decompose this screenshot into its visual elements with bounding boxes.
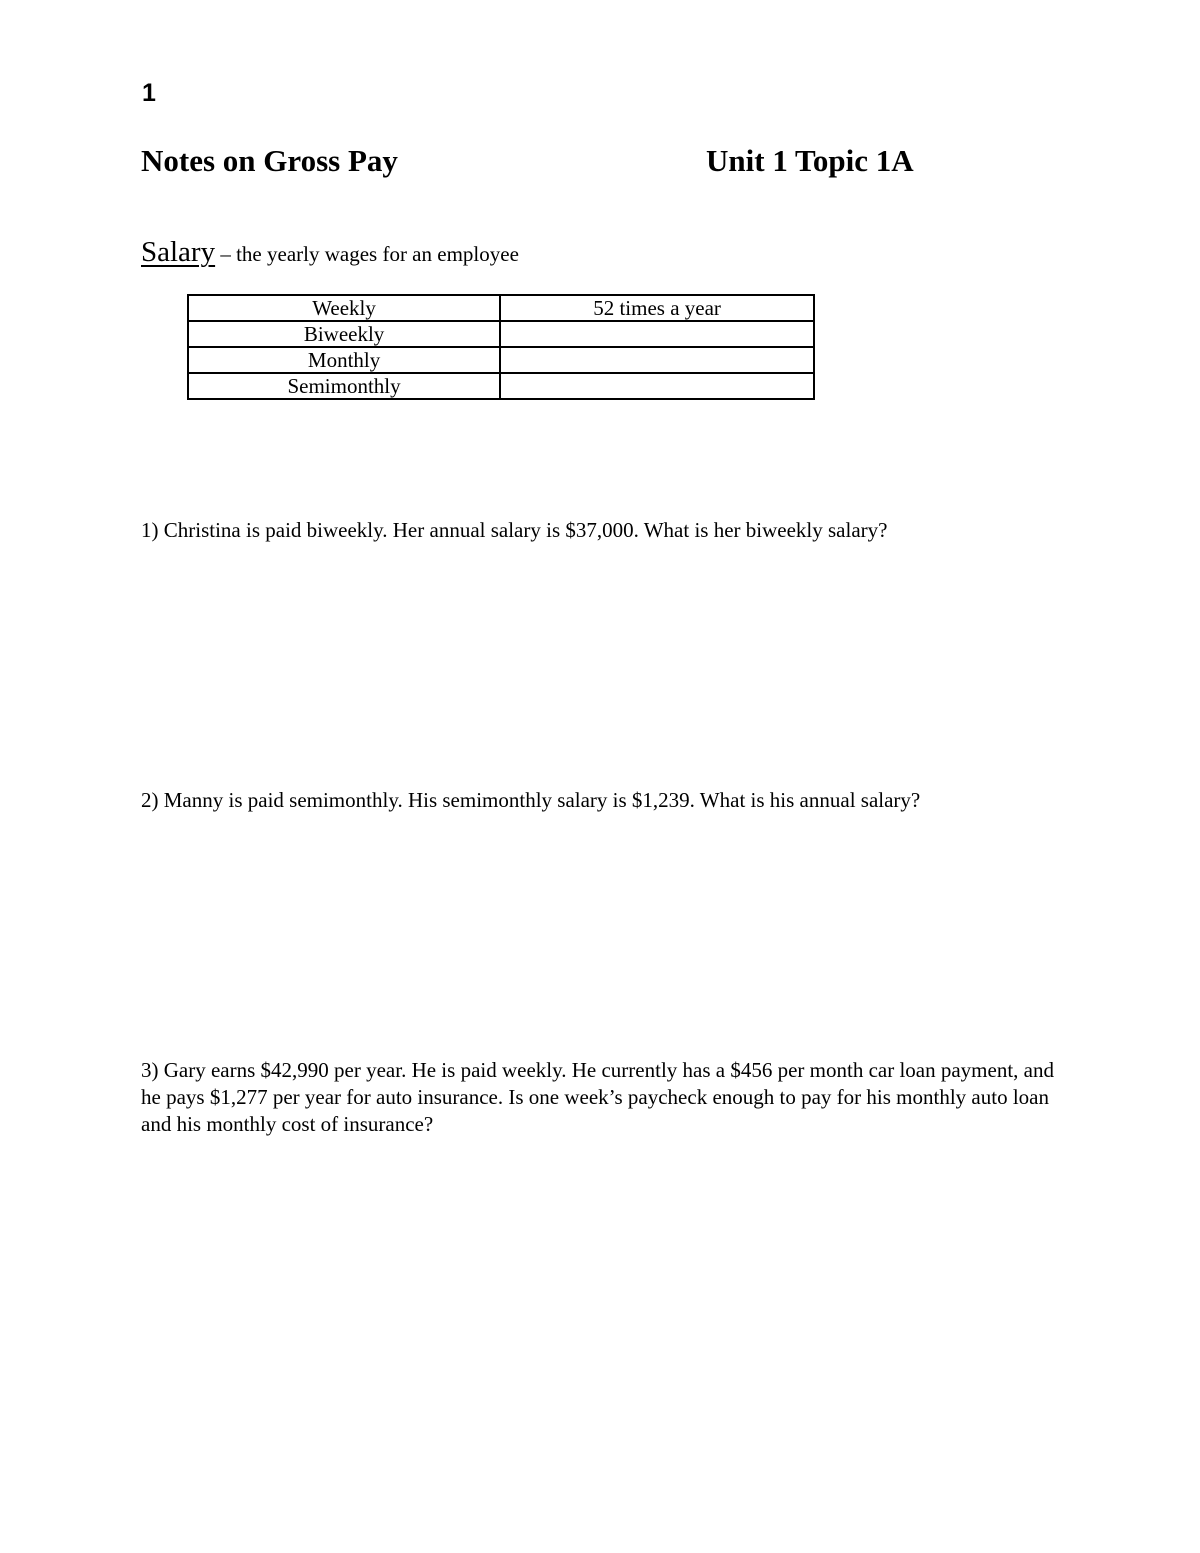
page-number: 1 bbox=[142, 79, 156, 107]
period-cell: Biweekly bbox=[188, 321, 500, 347]
period-cell: Monthly bbox=[188, 347, 500, 373]
frequency-cell bbox=[500, 347, 814, 373]
question-1: 1) Christina is paid biweekly. Her annual salary is $37,000. What is her biweekly salary? bbox=[141, 518, 888, 542]
question-2: 2) Manny is paid semimonthly. His semimonthly salary is $1,239. What is his annual salary? bbox=[141, 788, 921, 812]
page-title: Notes on Gross Pay bbox=[141, 143, 398, 178]
unit-label: Unit 1 Topic 1A bbox=[706, 143, 914, 178]
table-row bbox=[188, 295, 814, 321]
table-row bbox=[188, 347, 814, 373]
period-cell: Weekly bbox=[188, 295, 500, 321]
frequency-cell bbox=[500, 321, 814, 347]
question-3: 3) Gary earns $42,990 per year. He is paid weekly. He currently has a $456 per month car loan payment, and he pays $1,277 per year for auto insurance. Is one week’s paycheck enough to pay for his monthly auto loan and his monthly cost of insurance? bbox=[141, 1058, 1054, 1136]
table-row bbox=[188, 321, 814, 347]
table-row bbox=[188, 373, 814, 399]
salary-definition bbox=[141, 236, 519, 269]
period-cell: Semimonthly bbox=[188, 373, 500, 399]
frequency-cell bbox=[500, 373, 814, 399]
pay-period-table bbox=[187, 294, 815, 400]
definition-text: – the yearly wages for an employee bbox=[215, 242, 519, 266]
frequency-cell: 52 times a year bbox=[500, 295, 814, 321]
definition-term: Salary bbox=[141, 236, 216, 268]
